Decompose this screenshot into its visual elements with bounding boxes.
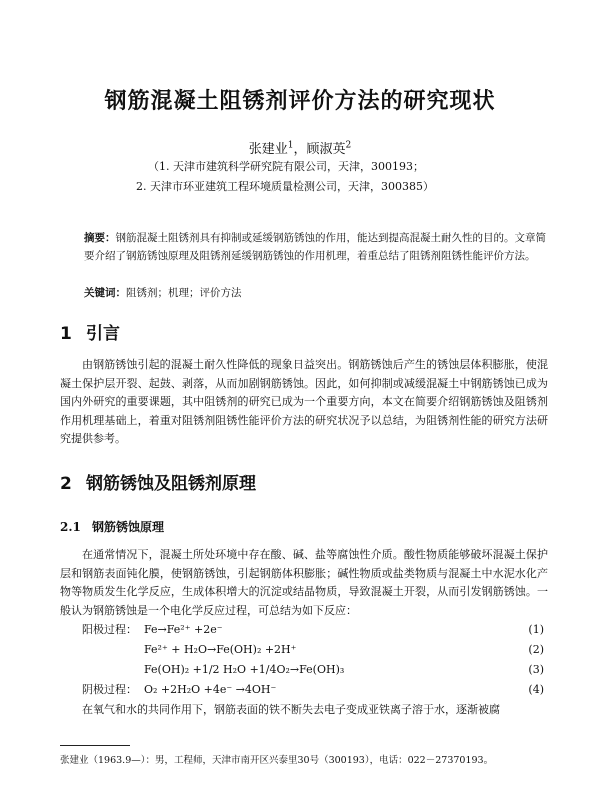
equation-number: (1) [528,623,544,636]
keywords [84,285,242,300]
equation-4 [60,681,544,699]
affiliation-1: （1. 天津市建筑科学研究院有限公司，天津，300193； [148,160,424,173]
equation-expression: Fe(OH)₂ +1/2 H₂O +1/4O₂→Fe(OH)₃ [144,663,345,676]
paper-title: 钢筋混凝土阻锈剂评价方法的研究现状 [104,88,496,114]
abstract-text: 钢筋混凝土阻锈剂具有抑制或延缓钢筋锈蚀的作用，能达到提高混凝土耐久性的目的。文章简要介绍了钢筋锈蚀原理及阻锈剂延缓钢筋锈蚀的作用机理，着重总结了阻锈剂阻锈性能评价方法。 [84,232,546,262]
keywords-label: 关键词： [84,287,126,299]
affiliation-2: 2. 天津市环亚建筑工程环境质量检测公司，天津，300385） [136,180,434,193]
section-heading-introduction [60,319,120,344]
keywords-text: 阻锈剂；机理；评价方法 [126,287,242,299]
equation-3 [60,661,544,679]
equation-2 [60,641,544,659]
author-affil-mark: 1 [287,140,294,151]
equation-label: 阴极过程： [82,683,137,696]
equation-number: (2) [528,643,544,656]
subsection-number: 2.1 [60,520,81,534]
equation-1 [60,621,544,639]
subsection-title: 钢筋锈蚀原理 [92,520,165,534]
author-affil-mark: 2 [345,140,352,151]
equation-expression: O₂ +2H₂O +4e⁻ →4OH⁻ [144,683,277,696]
section-number: 1 [60,324,72,344]
equation-label: 阳极过程： [82,623,137,636]
author-line [0,138,600,157]
abstract-label: 摘要： [84,232,116,244]
equation-expression: Fe→Fe²⁺ +2e⁻ [144,623,223,636]
intro-paragraph: 由钢筋锈蚀引起的混凝土耐久性降低的现象日益突出。钢筋锈蚀后产生的锈蚀层体积膨胀，使混凝土保护层开裂、起鼓、剥落，从而加剧钢筋锈蚀。因此，如何抑制或减缓混凝土中钢筋锈蚀已成为国内外研究的重要课题，其中阻锈剂的研究已成为一个重要方向，本文在简要介绍钢筋锈蚀及阻锈剂作用机理基础上，着重对阻锈剂阻锈性能评价方法的研究状况予以总结，为阻锈剂性能的研究方法研究提供参考。 [60,358,548,445]
section-title: 钢筋锈蚀及阻锈剂原理 [86,474,256,494]
author-footnote: 张建业（1963.9—）：男，工程师，天津市南开区兴泰里30号（300193），电话：022－27370193。 [60,755,494,766]
subsection-heading-corrosion [60,518,164,535]
equation-number: (4) [528,683,544,696]
continuation-paragraph: 在氧气和水的共同作用下，钢筋表面的铁不断失去电子变成亚铁离子溶于水，逐渐被腐 [82,703,500,716]
section-number: 2 [60,474,72,494]
corrosion-paragraph: 在通常情况下，混凝土所处环境中存在酸、碱、盐等腐蚀性介质。酸性物质能够破坏混凝土保护层和钢筋表面钝化膜，使钢筋锈蚀，引起钢筋体积膨胀；碱性物质或盐类物质与混凝土中水泥水化产物等物质发生化学反应，生成体积增大的沉淀或结晶物质，导致混凝土开裂，从而引发钢筋锈蚀。一般认为钢筋锈蚀是一个电化学反应过程，可总结为如下反应： [60,548,548,617]
section-title: 引言 [86,324,120,344]
equation-number: (3) [528,663,544,676]
abstract [84,230,552,265]
author-name: 张建业 [248,142,288,157]
footnote-divider [60,745,130,746]
equation-expression: Fe²⁺ + H₂O→Fe(OH)₂ +2H⁺ [144,643,297,656]
author-name: 顾淑英 [306,142,346,157]
section-heading-principles [60,469,256,494]
author-separator: ， [293,142,307,157]
